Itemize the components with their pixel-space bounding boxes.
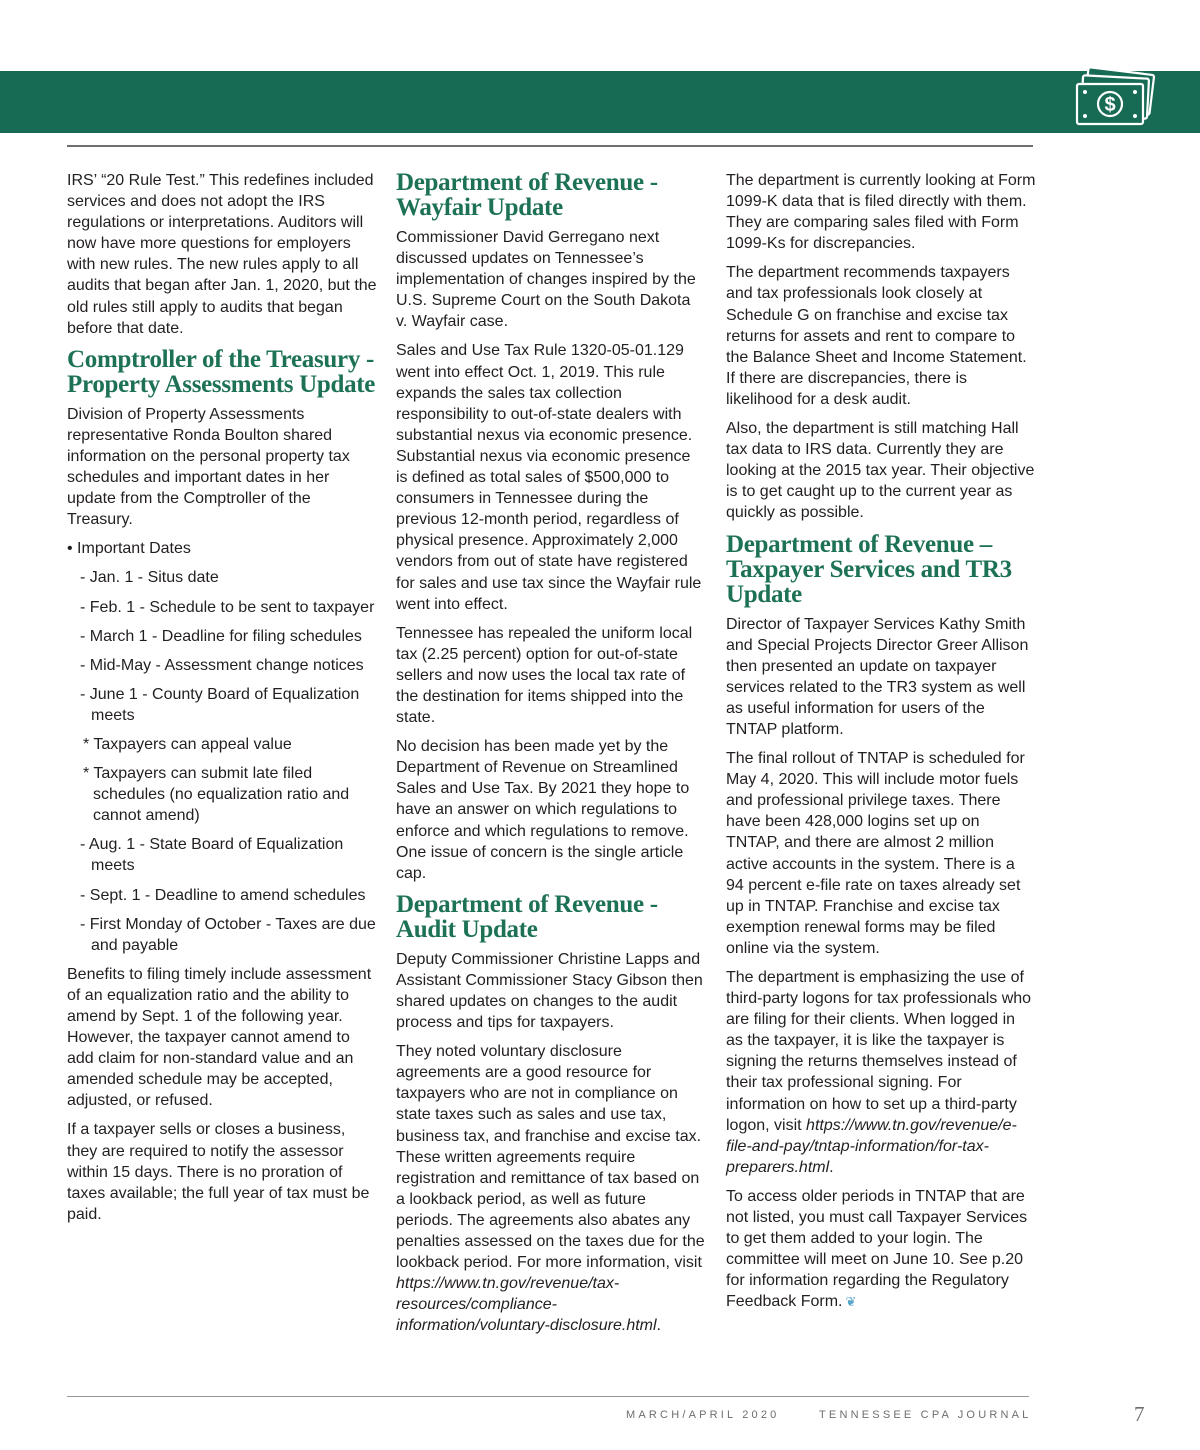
heading-taxpayer-services: Department of Revenue – Taxpayer Services and TR3 Update [726,530,1012,608]
column-1 [67,170,377,1233]
voluntary-disclosure-link[interactable]: https://www.tn.gov/revenue/tax-resources/compliance-information/voluntary-disclosure.html [396,1275,657,1335]
paragraph: Benefits to filing timely include assessment of an equalization ratio and the ability to amend by Sept. 1 of the following year. However, the taxpayer cannot amend to add claim for non-standard value and an amended schedule may be accepted, adjusted, or refused. [67,965,372,1110]
top-divider [67,145,1033,147]
date-subitem: * Taxpayers can submit late filed schedules (no equalization ratio and cannot amend) [83,765,350,825]
paragraph: Division of Property Assessments representative Ronda Boulton shared information on the personal property tax schedules and important dates in her update from the Comptroller of the Treasury. [67,405,350,529]
heading-audit: Department of Revenue - Audit Update [396,890,658,943]
paragraph: Also, the department is still matching Hall tax data to IRS data. Currently they are looking at the 2015 tax year. Their objective is to get caught up to the current year as quickly as possible. [726,420,1035,522]
tax-preparers-link[interactable]: https://www.tn.gov/revenue/e-file-and-pay/tntap-information/for-tax-preparers.html [726,1116,1017,1176]
paragraph: The final rollout of TNTAP is scheduled for May 4, 2020. This will include motor fuels and professional privilege taxes. There have been 428,000 logins set up on TNTAP, and there are almost 2 million active accounts in the system. There is a 94 percent e-file rate on taxes already set up in TNTAP. Franchise and excise tax exemption renewal forms may be filed online via the system. [726,750,1025,957]
end-mark-icon: ❦ [845,1294,857,1310]
paragraph: If a taxpayer sells or closes a business, they are required to notify the assessor within 15 days. There is no proration of taxes available; the full year of tax must be paid. [67,1121,370,1223]
footer-journal: TENNESSEE CPA JOURNAL [819,1409,1032,1421]
date-subitem: * Taxpayers can appeal value [83,735,292,753]
date-item: - Aug. 1 - State Board of Equalization meets [80,836,344,875]
footer-issue: MARCH/APRIL 2020 [626,1409,780,1421]
paragraph-text: They noted voluntary disclosure agreements are a good resource for taxpayers who are not in compliance on state taxes such as sales and use tax, business tax, and franchise and excise tax. These written agreements require registration and remittance of tax based on a lookback period, as well as future periods. The agreements also abates any penalties assessed on the taxes due for the lookback period. For more information, visit [396,1043,705,1272]
paragraph: The department recommends taxpayers and tax professionals look closely at Schedule G on franchise and excise tax returns for assets and rent to compare to the Balance Sheet and Income Statement. If there are discrepancies, there is likelihood for a desk audit. [726,264,1027,408]
date-item: - First Monday of October - Taxes are due and payable [80,915,376,954]
paragraph: No decision has been made yet by the Department of Revenue on Streamlined Sales and Use Tax. By 2021 they hope to have an answer on which regulations to enforce and which regulations to remove. One issue of concern is the single article cap. [396,738,690,882]
period: . [829,1158,834,1176]
paragraph: Director of Taxpayer Services Kathy Smith and Special Projects Director Greer Allison then presented an update on taxpayer services related to the TR3 system as well as useful information for users of the TNTAP platform. [726,615,1029,738]
column-3 [726,170,1036,1321]
paragraph: Commissioner David Gerregano next discussed updates on Tennessee’s implementation of changes inspired by the U.S. Supreme Court on the South Dakota v. Wayfair case. [396,229,696,331]
paragraph-text: The department is emphasizing the use of third-party logons for tax professionals who are filing for their clients. When logged in as the taxpayer, it is like the taxpayer is signing the returns themselves instead of their tax professional signing. For information on how to set up a third-party logon, visit [726,969,1032,1134]
paragraph: Sales and Use Tax Rule 1320-05-01.129 went into effect Oct. 1, 2019. This rule expands the sales tax collection responsibility to out-of-state dealers with substantial nexus via economic presence. Substantial nexus via economic presence is defined as total sales of $500,000 to consumers in Tennessee during the previous 12-month period, regardless of physical presence. Approximately 2,000 vendors from out of state have registered for sales and use tax since the Wayfair rule went into effect. [396,342,702,613]
heading-wayfair: Department of Revenue - Wayfair Update [396,169,658,221]
paragraph [726,967,1036,1178]
header-band [0,71,1200,133]
date-item: - Jan. 1 - Situs date [80,569,219,587]
page-number: 7 [1134,1402,1145,1426]
paragraph [726,1186,1036,1313]
svg-text:$: $ [1104,94,1116,116]
heading-comptroller: Comptroller of the Treasury - Property Assessments Update [67,345,376,398]
column-2 [396,170,706,1345]
period: . [656,1317,661,1335]
date-item: - March 1 - Deadline for filing schedules [80,627,362,645]
paragraph: Deputy Commissioner Christine Lapps and Assistant Commissioner Stacy Gibson then shared updates on changes to the audit process and tips for taxpayers. [396,950,703,1032]
date-item: - Mid-May - Assessment change notices [80,656,364,674]
money-bills-icon [1072,66,1160,132]
date-item: - Sept. 1 - Deadline to amend schedules [80,886,366,904]
bottom-divider [67,1396,1029,1397]
paragraph: The department is currently looking at Form 1099-K data that is filed directly with them. They are comparing sales filed with Form 1099-Ks for discrepancies. [726,172,1036,253]
date-item: - June 1 - County Board of Equalization meets [80,685,360,724]
paragraph-text: To access older periods in TNTAP that are not listed, you must call Taxpayer Services to get them added to your login. The committee will meet on June 10. See p.20 for information regarding the Regulatory Feedback Form. [726,1187,1028,1311]
intro-paragraph: IRS’ “20 Rule Test.” This redefines included services and does not adopt the IRS regulations or interpretations. Auditors will now have more questions for employers with new rules. The new rules apply to all audits that began after Jan. 1, 2020, but the old rules still apply to audits that began before that date. [67,172,377,337]
bullet-important-dates: • Important Dates [67,540,191,558]
paragraph [396,1041,706,1336]
paragraph: Tennessee has repealed the uniform local tax (2.25 percent) option for out-of-state sellers and now uses the local tax rate of the destination for items shipped into the state. [396,624,693,727]
date-item: - Feb. 1 - Schedule to be sent to taxpayer [80,598,375,616]
